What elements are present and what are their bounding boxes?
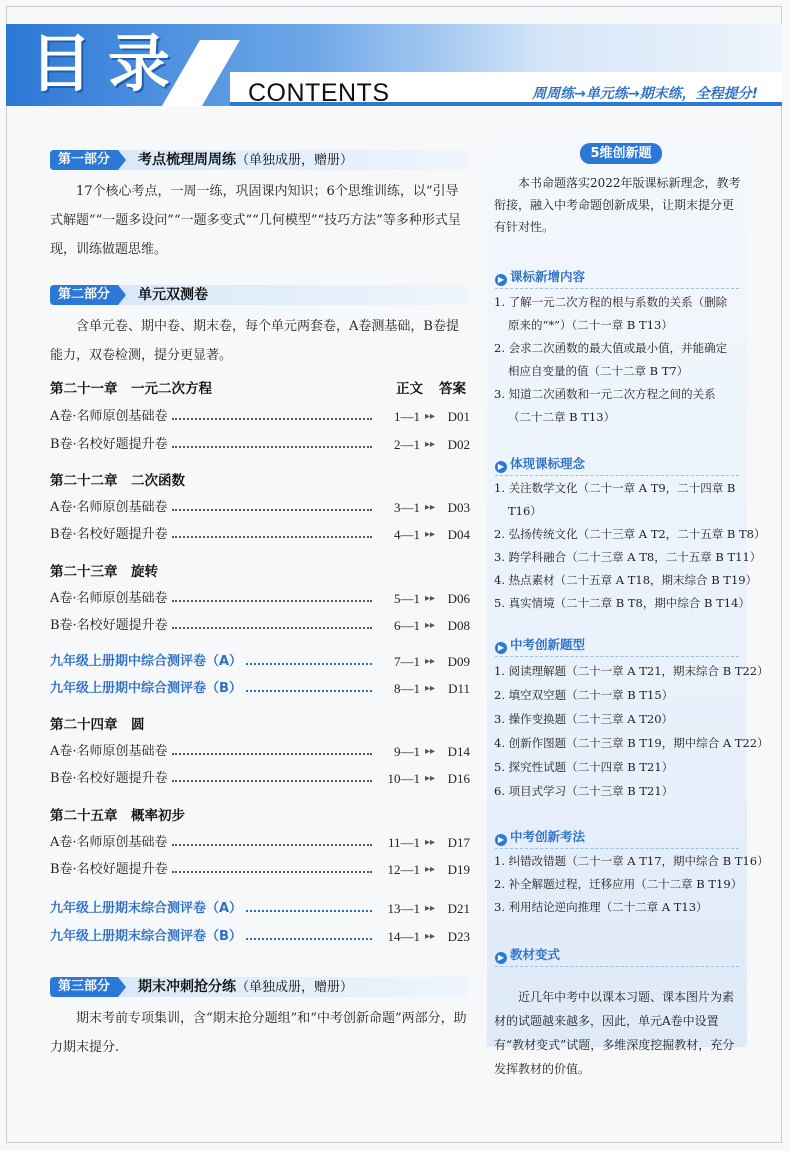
sidebar-item: 1. 阅读理解题（二十一章 A T21，期末综合 B T22）	[494, 664, 769, 678]
sidebar-intro: 本书命题落实2022年版课标新理念，教考衔接，融入中考命题创新成果，让期末提分更有针对性。	[494, 176, 741, 234]
col-answer-label: 答案	[439, 381, 466, 397]
toc-entry[interactable]: A卷·名师原创基础卷 3—1 ▸▸ D03	[50, 500, 470, 515]
sidebar-item: 2. 会求二次函数的最大值或最小值，并能确定 相应自变量的值（二十二章 B T7）	[494, 341, 728, 378]
toc-entry[interactable]: B卷·名校好题提升卷 2—1 ▸▸ D02	[50, 437, 470, 452]
page-title: 目录	[30, 27, 187, 100]
toc-entry[interactable]: A卷·名师原创基础卷 1—1 ▸▸ D01	[50, 409, 470, 424]
section-divider	[495, 848, 739, 849]
toc-entry[interactable]: B卷·名校好题提升卷 10—1 ▸▸ D16	[50, 771, 470, 786]
part1-description: 17个核心考点，一周一练，巩固课内知识；6个思维训练，以“引导式解题”“一题多设问”“一题多变式”“几何模型”“技巧方法”等多种形式呈现，训练做题思维。	[50, 184, 461, 257]
toc-entry-midterm[interactable]: 九年级上册期中综合测评卷（A） 7—1 ▸▸ D09	[50, 654, 470, 669]
sidebar-textbook-variant-text: 近几年中考中以课本习题、课本图片为素材的试题越来越多，因此，单元A卷中设置有“教材变式”试题，多维深度挖掘教材，充分发挥教材的价值。	[494, 990, 735, 1076]
chapter-heading: 第二十五章 概率初步	[50, 808, 185, 824]
play-icon: ▶	[495, 642, 507, 654]
sidebar-item: 1. 了解一元二次方程的根与系数的关系（删除 原来的“*”）（二十一章 B T13）	[494, 295, 728, 332]
toc-entry[interactable]: A卷·名师原创基础卷 11—1 ▸▸ D17	[50, 835, 470, 850]
sidebar-item: 5. 真实情境（二十二章 B T8，期中综合 B T14）	[494, 596, 750, 610]
section-divider	[495, 966, 739, 967]
sidebar-item: 1. 关注数学文化（二十一章 A T9，二十四章 B T16）	[494, 481, 736, 518]
section-divider	[495, 475, 739, 476]
sidebar-item: 3. 操作变换题（二十三章 A T20）	[494, 712, 674, 726]
sidebar-item: 3. 跨学科融合（二十三章 A T8，二十五章 B T11）	[494, 550, 762, 564]
part2-tag: 第二部分	[50, 285, 118, 305]
play-icon: ▶	[495, 952, 507, 964]
section-divider	[495, 288, 739, 289]
part3-header	[50, 977, 468, 997]
sidebar-section-heading: ▶ 中考创新考法	[495, 828, 585, 846]
sidebar-item: 4. 创新作图题（二十三章 B T19，期中综合 A T22）	[494, 736, 769, 750]
part2-title: 单元双测卷	[138, 287, 208, 303]
chapter-heading: 第二十四章 圆	[50, 717, 145, 733]
chapter-heading: 第二十二章 二次函数	[50, 473, 185, 489]
page-subtitle: CONTENTS	[248, 79, 390, 107]
play-icon: ▶	[495, 834, 507, 846]
sidebar-item: 3. 利用结论逆向推理（二十二章 A T13）	[494, 900, 708, 914]
toc-entry-final[interactable]: 九年级上册期末综合测评卷（A） 13—1 ▸▸ D21	[50, 901, 470, 916]
part1-tag: 第一部分	[50, 150, 118, 170]
play-icon: ▶	[495, 461, 507, 473]
sidebar-item: 5. 探究性试题（二十四章 B T21）	[494, 760, 674, 774]
sidebar-item: 2. 填空双空题（二十一章 B T15）	[494, 688, 674, 702]
chapter-heading: 第二十一章 一元二次方程 正文 答案	[50, 381, 466, 397]
part2-description: 含单元卷、期中卷、期末卷，每个单元两套卷，A卷测基础，B卷提能力，双卷检测，提分更显著。	[50, 319, 459, 363]
header-slogan: 周周练→单元练→期末练，全程提分!	[532, 86, 758, 102]
toc-entry[interactable]: A卷·名师原创基础卷 9—1 ▸▸ D14	[50, 744, 470, 759]
sidebar-section-heading: ▶ 中考创新题型	[495, 636, 585, 654]
toc-entry[interactable]: B卷·名校好题提升卷 4—1 ▸▸ D04	[50, 527, 470, 542]
section-divider	[495, 656, 739, 657]
part3-description: 期末考前专项集训，含“期末抢分题组”和“中考创新命题”两部分，助力期末提分.	[50, 1011, 467, 1055]
sidebar-item: 2. 补全解题过程，迁移应用（二十二章 B T19）	[494, 877, 743, 891]
sidebar-item: 2. 弘扬传统文化（二十三章 A T2，二十五章 B T8）	[494, 527, 766, 541]
part2-header	[50, 285, 468, 305]
toc-entry-midterm[interactable]: 九年级上册期中综合测评卷（B） 8—1 ▸▸ D11	[50, 681, 470, 696]
toc-entry[interactable]: B卷·名校好题提升卷 6—1 ▸▸ D08	[50, 618, 470, 633]
toc-entry[interactable]: A卷·名师原创基础卷 5—1 ▸▸ D06	[50, 591, 470, 606]
toc-entry-final[interactable]: 九年级上册期末综合测评卷（B） 14—1 ▸▸ D23	[50, 929, 470, 944]
part3-title: 期末冲刺抢分练（单独成册，赠册）	[138, 979, 354, 995]
play-icon: ▶	[495, 274, 507, 286]
part3-tag: 第三部分	[50, 977, 118, 997]
sidebar-item: 1. 纠错改错题（二十一章 A T17，期中综合 B T16）	[494, 854, 769, 868]
sidebar-item: 4. 热点素材（二十五章 A T18，期末综合 B T19）	[494, 573, 758, 587]
sidebar-item: 6. 项目式学习（二十三章 B T21）	[494, 784, 674, 798]
sidebar-title: 5维创新题	[580, 143, 662, 164]
chapter-heading: 第二十三章 旋转	[50, 564, 158, 580]
part1-title: 考点梳理周周练（单独成册，赠册）	[138, 152, 354, 168]
col-main-label: 正文	[396, 381, 423, 397]
toc-entry[interactable]: B卷·名校好题提升卷 12—1 ▸▸ D19	[50, 862, 470, 877]
sidebar-section-heading: ▶ 教材变式	[495, 946, 560, 964]
sidebar-section-heading: ▶ 体现课标理念	[495, 455, 585, 473]
sidebar-item: 3. 知道二次函数和一元二次方程之间的关系 （二十二章 B T13）	[494, 387, 716, 424]
sidebar-section-heading: ▶ 课标新增内容	[495, 268, 585, 286]
part1-header	[50, 150, 468, 170]
